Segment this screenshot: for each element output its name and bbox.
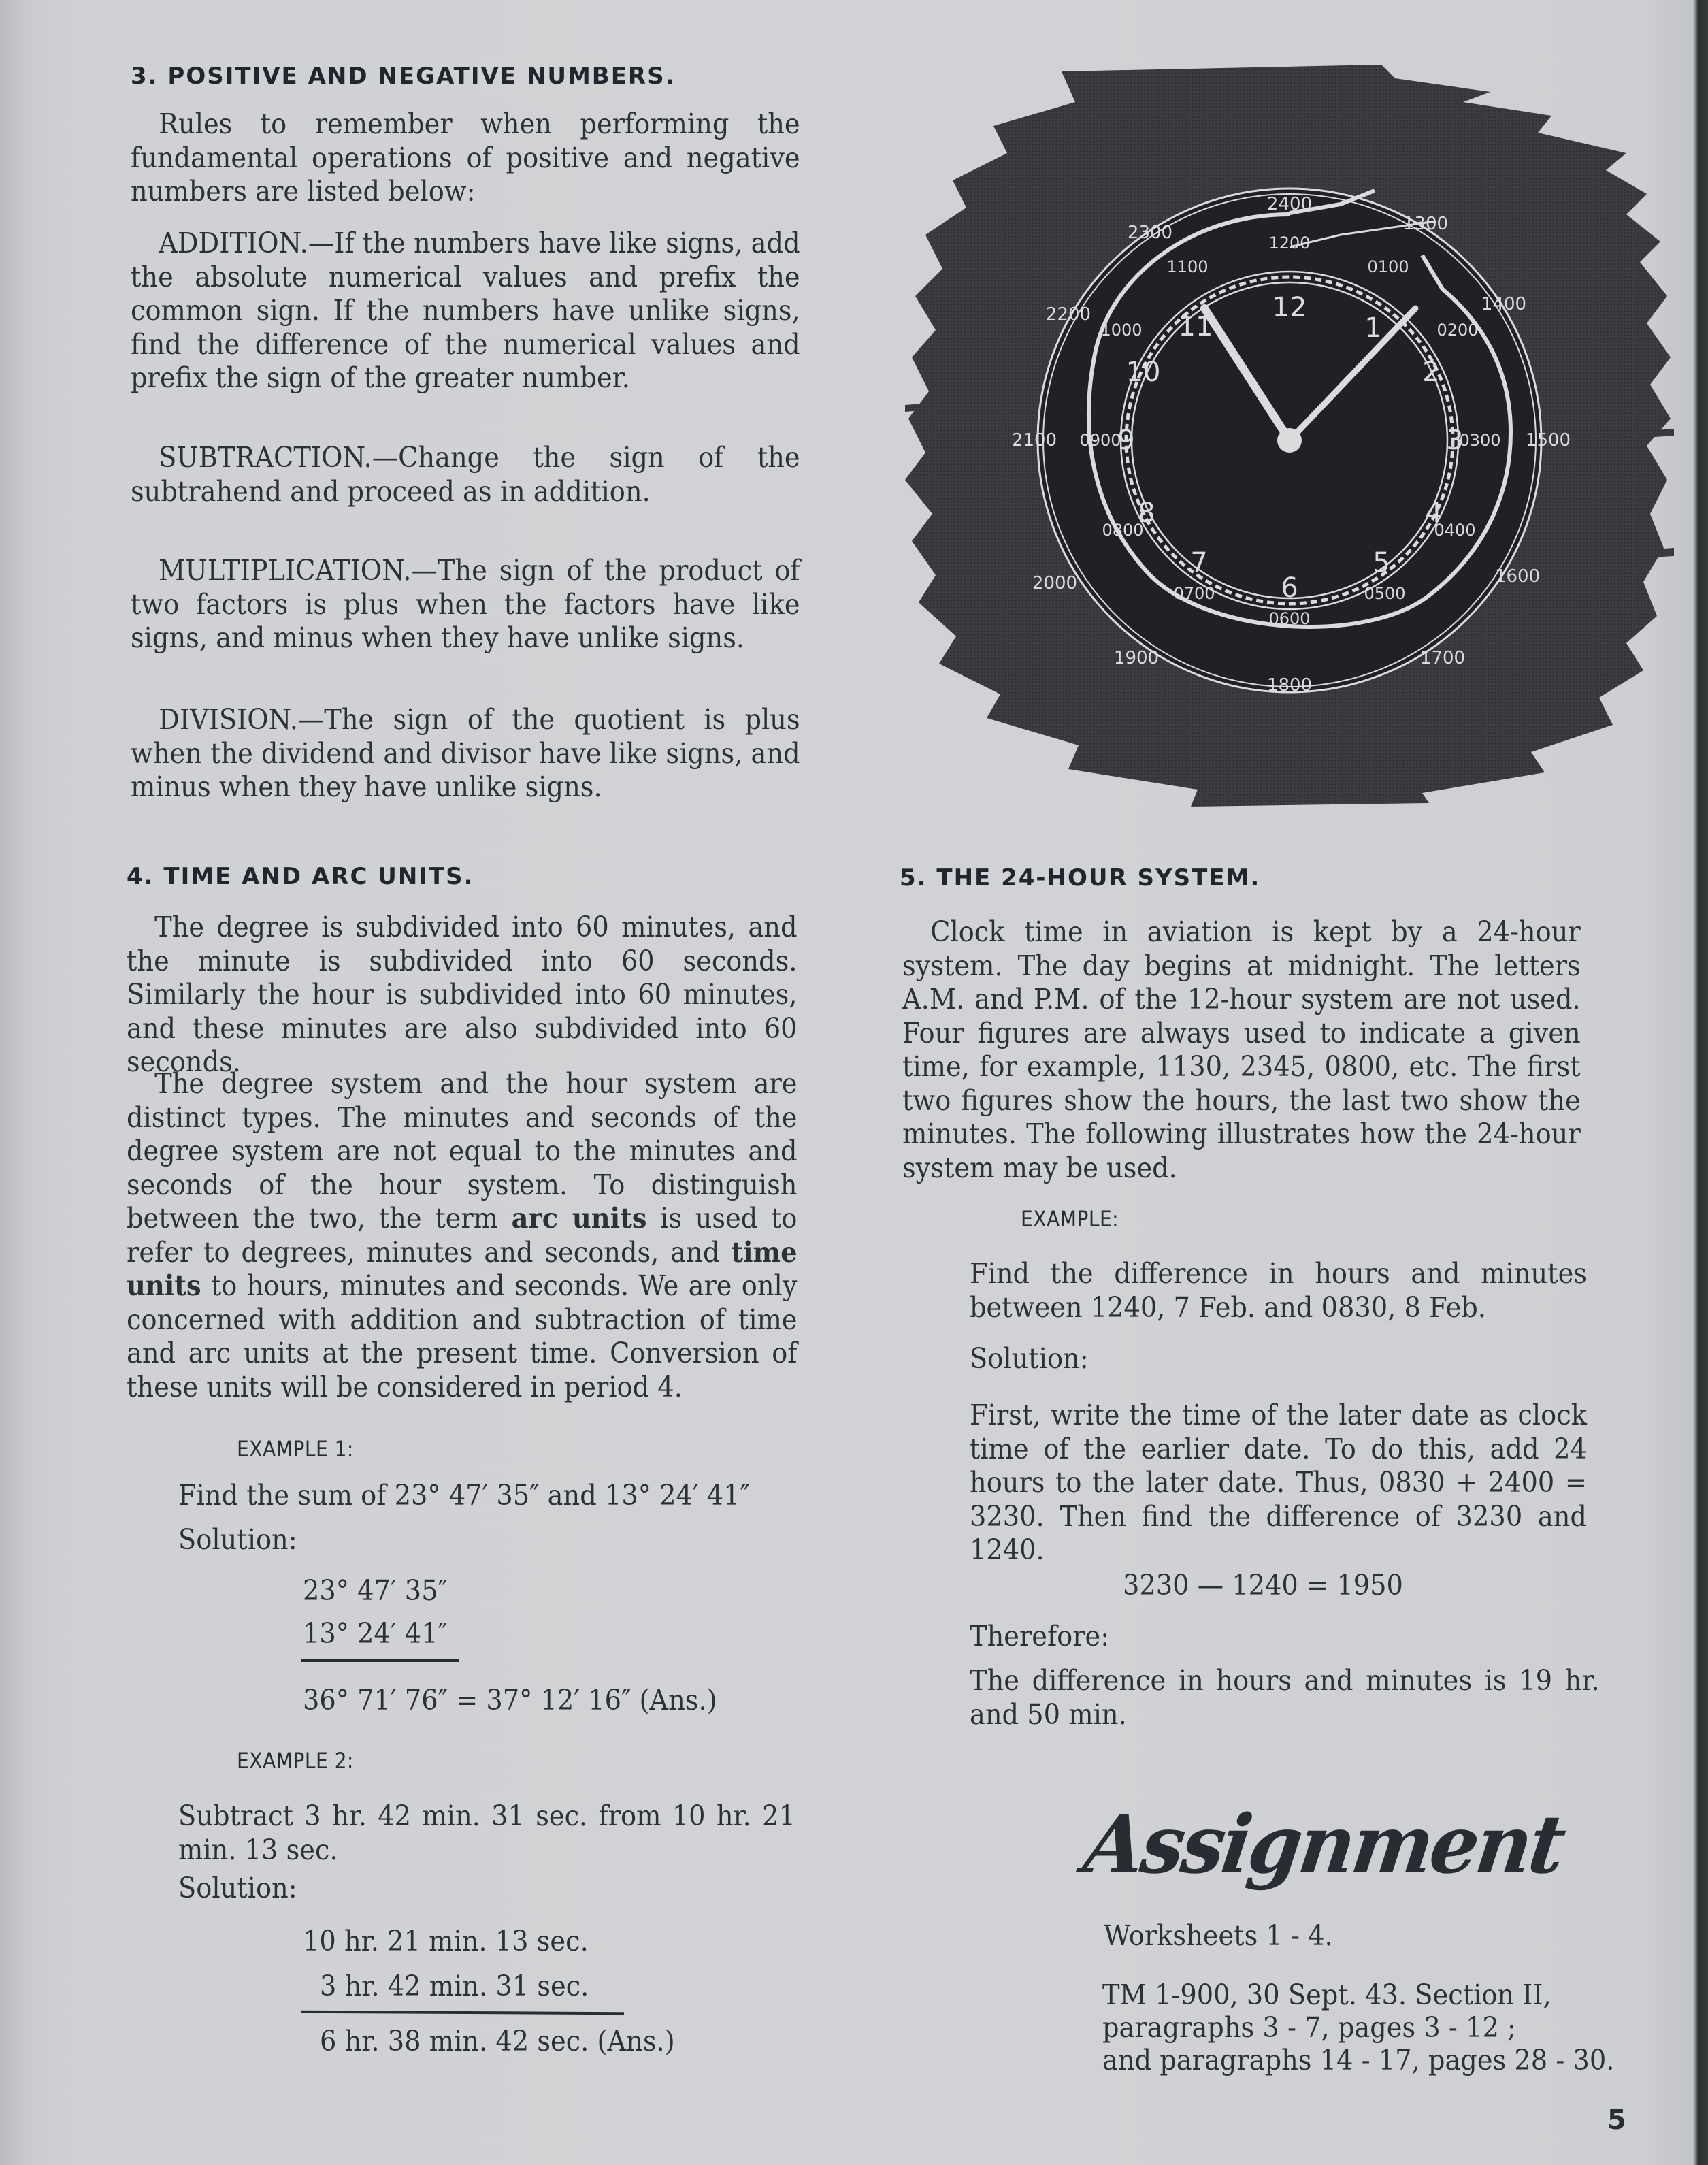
assignment-reference-line-2: paragraphs 3 - 7, pages 3 - 12 ; bbox=[1102, 2011, 1516, 2044]
sum-rule-line bbox=[301, 1659, 459, 1662]
section-4-heading: 4. TIME AND ARC UNITS. bbox=[127, 863, 474, 890]
rule-term: DIVISION. bbox=[159, 703, 298, 736]
svg-text:3: 3 bbox=[1446, 425, 1464, 456]
term-time-units: time units bbox=[127, 1235, 798, 1302]
example-1-problem: Find the sum of 23° 47′ 35″ and 13° 24′ 41″ bbox=[178, 1479, 750, 1512]
example-2-subtrahend: 3 hr. 42 min. 31 sec. bbox=[320, 1970, 589, 2002]
svg-text:0200: 0200 bbox=[1436, 321, 1479, 340]
rule-term: MULTIPLICATION. bbox=[159, 554, 412, 587]
svg-text:0800: 0800 bbox=[1102, 521, 1144, 540]
svg-text:4: 4 bbox=[1425, 498, 1443, 529]
svg-text:0500: 0500 bbox=[1364, 584, 1406, 603]
svg-text:2: 2 bbox=[1422, 357, 1440, 388]
rule-term: SUBTRACTION. bbox=[159, 441, 372, 474]
section-3-intro: Rules to remember when performing the fundamental operations of positive and negative numbers are listed below: bbox=[131, 108, 800, 208]
section-4-para-2: The degree system and the hour system are distinct types. The minutes and seconds of the degree system are not equal to the minutes and seconds of the hour system. To distinguish between the two, the term arc units is used to refer to degrees, minutes and seconds, and time units to hours, minutes and seconds. We are only concerned with addition and subtraction of time and arc units at the present time. Conversion of these units will be considered in period 4. bbox=[127, 1067, 798, 1403]
page-number: 5 bbox=[1607, 2104, 1626, 2136]
svg-text:0400: 0400 bbox=[1434, 521, 1476, 540]
section-5-heading: 5. THE 24-HOUR SYSTEM. bbox=[900, 864, 1261, 892]
example-1-result: 36° 71′ 76″ = 37° 12′ 16″ (Ans.) bbox=[303, 1684, 717, 1716]
example-1-addend-1: 23° 47′ 35″ bbox=[303, 1574, 448, 1607]
example-2-solution-label: Solution: bbox=[178, 1872, 297, 1904]
section-5-example-problem: Find the difference in hours and minutes between 1240, 7 Feb. and 0830, 8 Feb. bbox=[970, 1257, 1587, 1324]
24-hour-clock-icon bbox=[905, 51, 1674, 810]
example-2-label: EXAMPLE 2: bbox=[237, 1748, 354, 1774]
svg-text:11: 11 bbox=[1178, 311, 1213, 342]
svg-text:8: 8 bbox=[1138, 498, 1155, 529]
example-2-result: 6 hr. 38 min. 42 sec. (Ans.) bbox=[320, 2025, 675, 2057]
svg-text:1500: 1500 bbox=[1525, 430, 1571, 451]
section-4-para-1: The degree is subdivided into 60 minutes, and the minute is subdivided into 60 seconds. Similarly the hour is subdivided into 60 minutes, and these minutes are also subdivided into 60 seconds. bbox=[127, 911, 798, 1078]
svg-text:0700: 0700 bbox=[1173, 584, 1215, 603]
rule-subtraction: SUBTRACTION.—Change the sign of the subtrahend and proceed as in addition. bbox=[131, 441, 800, 508]
section-5-example-label: EXAMPLE: bbox=[1021, 1206, 1119, 1232]
svg-text:1800: 1800 bbox=[1266, 675, 1313, 696]
clock-illustration bbox=[905, 51, 1674, 810]
svg-text:6: 6 bbox=[1281, 572, 1298, 604]
term-arc-units: arc units bbox=[511, 1202, 647, 1235]
svg-text:1: 1 bbox=[1364, 312, 1382, 344]
therefore-label: Therefore: bbox=[970, 1620, 1110, 1653]
svg-text:2100: 2100 bbox=[1011, 430, 1057, 451]
section-5-solution-label: Solution: bbox=[970, 1342, 1089, 1375]
svg-text:2000: 2000 bbox=[1032, 573, 1078, 593]
rule-multiplication: MULTIPLICATION.—The sign of the product of two factors is plus when the factors have like signs, and minus when they have unlike signs. bbox=[131, 554, 800, 654]
svg-text:1100: 1100 bbox=[1166, 257, 1209, 276]
rule-addition: ADDITION.—If the numbers have like signs, add the absolute numerical values and prefix the common sign. If the numbers have unlike signs, find the difference of the numerical values and prefix the sign of the greater number. bbox=[131, 227, 800, 394]
example-1-label: EXAMPLE 1: bbox=[237, 1436, 354, 1462]
svg-text:9: 9 bbox=[1117, 425, 1135, 456]
section-5-equation: 3230 — 1240 = 1950 bbox=[1123, 1569, 1403, 1601]
svg-text:10: 10 bbox=[1126, 357, 1161, 388]
svg-text:1300: 1300 bbox=[1402, 214, 1449, 234]
example-1-addend-2: 13° 24′ 41″ bbox=[303, 1617, 448, 1650]
svg-text:5: 5 bbox=[1373, 547, 1390, 579]
svg-text:0600: 0600 bbox=[1268, 609, 1311, 628]
svg-text:2200: 2200 bbox=[1045, 304, 1091, 325]
rule-division: DIVISION.—The sign of the quotient is plus when the dividend and divisor have like signs, and minus when they have unlike signs. bbox=[131, 703, 800, 803]
example-2-problem: Subtract 3 hr. 42 min. 31 sec. from 10 hr. 21 min. 13 sec. bbox=[178, 1800, 795, 1866]
rule-term: ADDITION. bbox=[159, 227, 308, 259]
svg-text:0900: 0900 bbox=[1079, 431, 1121, 450]
section-5-solution-text: First, write the time of the later date as clock time of the earlier date. To do this, add 24 hours to the later date. Thus, 0830 + 2400 = 3230. Then find the difference of 3230 and 1240. bbox=[970, 1399, 1587, 1566]
assignment-reference-line-1: TM 1-900, 30 Sept. 43. Section II, bbox=[1102, 1979, 1551, 2011]
section-5-conclusion: The difference in hours and minutes is 19 hr. and 50 min. bbox=[970, 1664, 1600, 1731]
svg-text:1900: 1900 bbox=[1113, 648, 1160, 668]
svg-text:0100: 0100 bbox=[1367, 257, 1409, 276]
svg-text:2400: 2400 bbox=[1266, 194, 1313, 214]
svg-text:1600: 1600 bbox=[1494, 566, 1541, 587]
assignment-title: Assignment bbox=[1079, 1797, 1569, 1891]
difference-rule-line bbox=[301, 2011, 624, 2015]
svg-text:2300: 2300 bbox=[1127, 223, 1173, 243]
assignment-worksheets: Worksheets 1 - 4. bbox=[1104, 1919, 1333, 1952]
section-3-heading: 3. POSITIVE AND NEGATIVE NUMBERS. bbox=[131, 63, 676, 90]
svg-text:1700: 1700 bbox=[1419, 648, 1466, 668]
svg-text:0300: 0300 bbox=[1459, 431, 1501, 450]
section-5-para-1: Clock time in aviation is kept by a 24-hour system. The day begins at midnight. The letters A.M. and P.M. of the 12-hour system are not used. Four figures are always used to indicate a given time, for example, 1130, 2345, 0800, etc. The first two figures show the hours, the last two show the minutes. The following illustrates how the 24-hour system may be used. bbox=[902, 915, 1581, 1184]
svg-text:7: 7 bbox=[1190, 547, 1208, 579]
svg-text:12: 12 bbox=[1272, 292, 1307, 323]
example-1-solution-label: Solution: bbox=[178, 1523, 297, 1556]
svg-text:1400: 1400 bbox=[1481, 294, 1527, 314]
assignment-reference-line-3: and paragraphs 14 - 17, pages 28 - 30. bbox=[1102, 2044, 1615, 2077]
svg-text:1200: 1200 bbox=[1268, 233, 1311, 253]
example-2-minuend: 10 hr. 21 min. 13 sec. bbox=[303, 1925, 589, 1957]
svg-text:1000: 1000 bbox=[1100, 321, 1143, 340]
